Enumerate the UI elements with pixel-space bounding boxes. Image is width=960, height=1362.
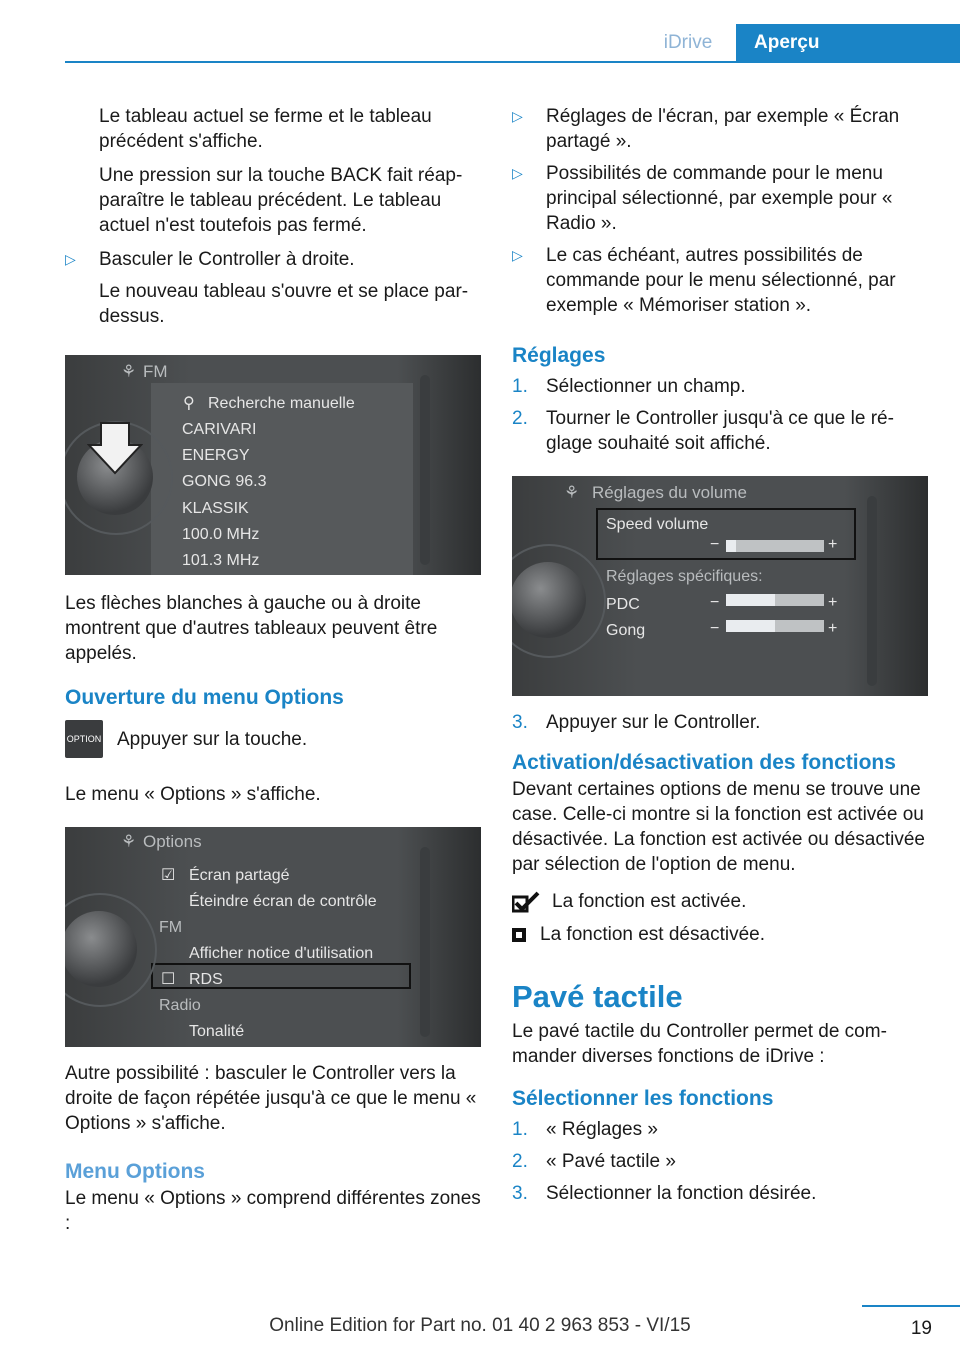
step-number: 3. xyxy=(512,712,528,733)
bullet-text: Possibilités de commande pour le menu principal sélectionné, par exemple pour « Radio ». xyxy=(546,163,893,234)
screen-title: FM xyxy=(143,362,168,381)
screen-title-icon: ⚘ xyxy=(121,832,137,851)
scrollbar[interactable] xyxy=(420,375,430,565)
list-item[interactable]: GONG 96.3 xyxy=(182,473,267,490)
minus-icon[interactable]: − xyxy=(710,594,720,611)
bullet-item xyxy=(512,243,930,318)
section-label: Réglages spécifiques: xyxy=(606,568,763,585)
step-text: Appuyer sur le Controller. xyxy=(546,712,761,733)
menu-section-label: FM xyxy=(159,919,183,936)
scrollbar[interactable] xyxy=(867,496,877,686)
legend-off xyxy=(512,922,930,947)
numbered-item xyxy=(512,1181,930,1206)
menu-item[interactable]: Tonalité xyxy=(189,1023,245,1040)
left-column xyxy=(65,104,481,1236)
arrow-down-icon xyxy=(87,421,143,477)
paragraph: Une pression sur la touche BACK fait réapparaître le tableau précédent. Le tableau actuel n'est toutefois pas fermé. xyxy=(99,165,463,236)
minus-icon[interactable]: − xyxy=(710,536,720,553)
plus-icon[interactable]: + xyxy=(828,594,838,611)
section-heading: Activation/désactivation des fonctions xyxy=(512,751,896,774)
menu-item[interactable]: RDS xyxy=(189,971,223,988)
page-number-rule xyxy=(862,1305,960,1307)
section-heading: Menu Options xyxy=(65,1160,205,1183)
gong-slider[interactable] xyxy=(726,620,824,632)
section-heading: Réglages xyxy=(512,344,606,367)
step-number: 1. xyxy=(512,1119,528,1140)
footer-edition: Online Edition for Part no. 01 40 2 963 853 - VI/15 xyxy=(269,1315,691,1336)
checked-box-icon xyxy=(512,891,540,913)
menu-section-label: Radio xyxy=(159,997,201,1014)
section-heading: Sélectionner les fonctions xyxy=(512,1087,774,1110)
screenshot-volume-settings xyxy=(512,476,928,696)
step-number: 3. xyxy=(512,1183,528,1204)
list-item[interactable]: 100.0 MHz xyxy=(182,526,260,543)
step-text: « Réglages » xyxy=(546,1119,658,1140)
checkbox-icon: ☐ xyxy=(161,971,176,988)
search-icon: ⚲ xyxy=(183,395,195,412)
step-number: 2. xyxy=(512,408,528,429)
paragraph: Le nouveau tableau s'ouvre et se place par-dessus. xyxy=(99,281,469,327)
setting-label: Speed volume xyxy=(606,516,709,533)
bullet-marker: ▷ xyxy=(65,251,76,267)
speed-volume-slider[interactable] xyxy=(726,540,824,552)
paragraph: Le tableau actuel se ferme et le tableau précédent s'affiche. xyxy=(99,106,432,152)
plus-icon[interactable]: + xyxy=(828,536,838,553)
pdc-slider[interactable] xyxy=(726,594,824,606)
bullet-item xyxy=(512,104,930,154)
list-item[interactable]: ENERGY xyxy=(182,447,250,464)
minus-icon[interactable]: − xyxy=(710,620,720,637)
screen-title-icon: ⚘ xyxy=(121,362,137,381)
list-item[interactable]: Recherche manuelle xyxy=(208,395,355,412)
screenshot-fm-list xyxy=(65,355,481,575)
paragraph: Autre possibilité : basculer le Controller vers la droite de façon répétée jusqu'à ce que le menu « Options » s'affiche. xyxy=(65,1063,477,1134)
paragraph: Devant certaines options de menu se trouve une case. Celle-ci montre si la fonction est activée ou désactivée. La fonction est activée ou désactivée par sélection de l'option de menu. xyxy=(512,779,925,875)
numbered-item xyxy=(512,406,930,456)
bullet-item xyxy=(512,161,930,236)
legend-text: La fonction est désactivée. xyxy=(540,924,765,945)
setting-label: PDC xyxy=(606,596,640,613)
tab-idrive[interactable]: iDrive xyxy=(663,32,713,53)
bullet-item xyxy=(65,247,481,272)
instruction-text: Appuyer sur la touche. xyxy=(117,728,308,750)
plus-icon[interactable]: + xyxy=(828,620,838,637)
menu-item[interactable]: Afficher notice d'utilisation xyxy=(189,945,374,962)
screen-title: Options xyxy=(143,832,202,851)
tab-apercu[interactable]: Aperçu xyxy=(736,24,960,62)
numbered-item xyxy=(512,1149,930,1174)
right-column xyxy=(512,104,930,1213)
step-number: 1. xyxy=(512,376,528,397)
step-number: 2. xyxy=(512,1151,528,1172)
step-text: Sélectionner un champ. xyxy=(546,376,746,397)
numbered-item xyxy=(512,710,930,735)
paragraph: Le menu « Options » s'affiche. xyxy=(65,784,321,805)
paragraph: Le pavé tactile du Controller permet de commander diverses fonctions de iDrive : xyxy=(512,1021,887,1067)
bullet-marker: ▷ xyxy=(512,165,523,181)
numbered-item xyxy=(512,374,930,399)
check-icon: ☑ xyxy=(161,867,176,884)
option-instruction xyxy=(65,720,481,758)
legend-text: La fonction est activée. xyxy=(552,891,747,912)
screen-title-icon: ⚘ xyxy=(564,483,580,502)
step-text: Sélectionner la fonction désirée. xyxy=(546,1183,817,1204)
menu-item[interactable]: Écran partagé xyxy=(189,867,290,884)
bullet-marker: ▷ xyxy=(512,247,523,263)
menu-item[interactable]: Éteindre écran de contrôle xyxy=(189,893,377,910)
setting-label: Gong xyxy=(606,622,646,639)
list-item[interactable]: 101.3 MHz xyxy=(182,552,260,569)
empty-box-icon xyxy=(512,928,526,942)
controller-knob xyxy=(512,562,586,638)
paragraph: Les flèches blanches à gauche ou à droite montrent que d'autres tableaux peuvent être appelés. xyxy=(65,593,438,664)
screenshot-options-menu xyxy=(65,827,481,1047)
scrollbar[interactable] xyxy=(420,847,430,1037)
paragraph: Le menu « Options » comprend différentes zones : xyxy=(65,1188,481,1234)
section-heading: Ouverture du menu Options xyxy=(65,686,344,709)
list-item[interactable]: KLASSIK xyxy=(182,500,249,517)
bullet-text: Réglages de l'écran, par exemple « Écran partagé ». xyxy=(546,106,900,152)
option-button-icon: OPTION xyxy=(65,720,103,758)
screen-title: Réglages du volume xyxy=(592,483,747,502)
step-text: Tourner le Controller jusqu'à ce que le réglage souhaité soit affiché. xyxy=(546,408,894,454)
legend-on xyxy=(512,889,930,914)
controller-knob xyxy=(65,911,137,987)
page-number: 19 xyxy=(910,1318,932,1339)
chapter-heading: Pavé tactile xyxy=(512,979,683,1014)
step-text: « Pavé tactile » xyxy=(546,1151,676,1172)
numbered-item xyxy=(512,1117,930,1142)
list-item[interactable]: CARIVARI xyxy=(182,421,257,438)
bullet-marker: ▷ xyxy=(512,108,523,124)
bullet-text: Basculer le Controller à droite. xyxy=(99,249,355,270)
bullet-text: Le cas échéant, autres possibilités de commande pour le menu sélectionné, par exemple « Mémoriser station ». xyxy=(546,245,896,316)
